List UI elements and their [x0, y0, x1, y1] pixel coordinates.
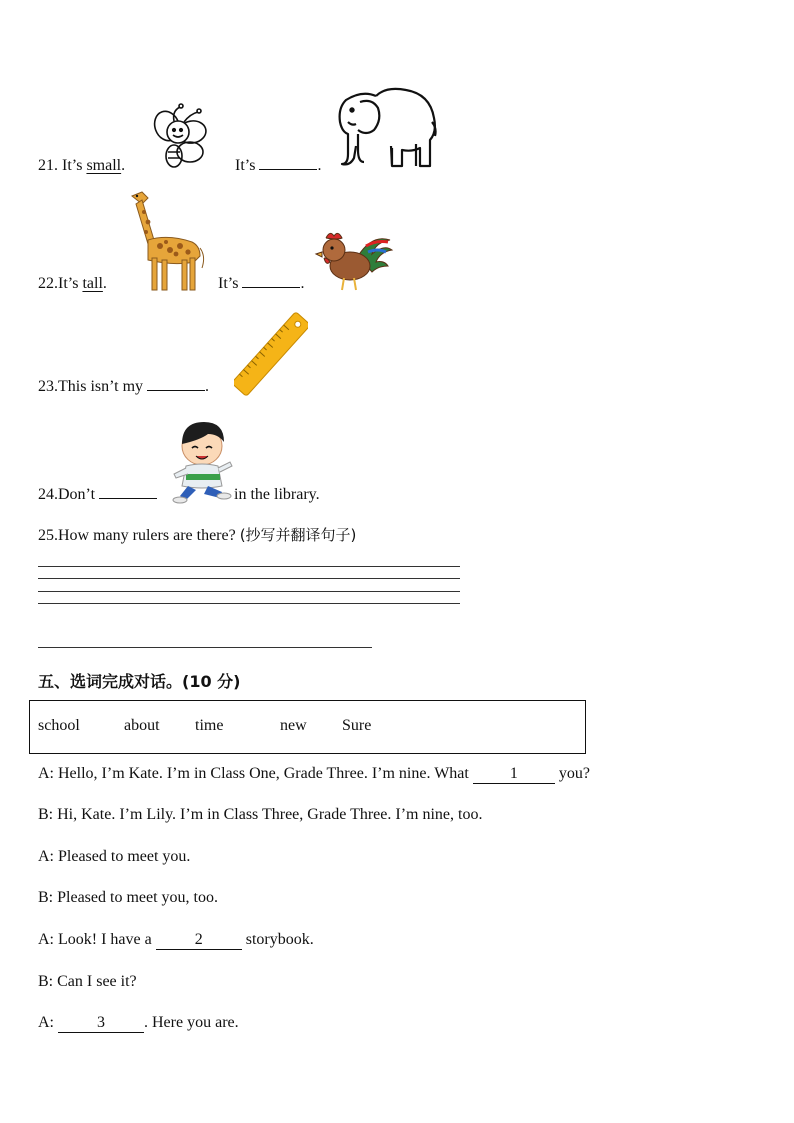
dialogue-line-2: B: Hi, Kate. I’m Lily. I’m in Class Three, Grade Three. I’m nine, too. [38, 806, 483, 823]
bee-image [150, 100, 212, 172]
question-22-answer: It’s . [218, 275, 305, 292]
question-22: 22.It’s tall. [38, 275, 107, 292]
answer-blank-23[interactable] [147, 389, 205, 391]
word-bank-box [29, 700, 586, 754]
dialogue-line-5: A: Look! I have a 2 storybook. [38, 931, 314, 948]
question-24: 24.Don’t [38, 486, 157, 504]
dialogue-line-7: A: 3 . Here you are. [38, 1014, 239, 1031]
dialogue-line-1: A: Hello, I’m Kate. I’m in Class One, Grade Three. I’m nine. What 1 you? [38, 765, 590, 782]
running-boy-image [168, 418, 234, 504]
elephant-image [336, 82, 440, 172]
word-tall: tall [82, 275, 103, 292]
question-25: 25.How many rulers are there? (抄写并翻译句子) [38, 526, 357, 544]
dialogue-line-4: B: Pleased to meet you, too. [38, 889, 218, 906]
question-21-answer: It’s . [235, 157, 322, 174]
word-bank-new: new [280, 717, 307, 734]
writing-line-5[interactable] [38, 647, 372, 648]
question-25-note: (抄写并翻译句子) [239, 526, 357, 544]
section-5-heading: 五、选词完成对话。(10 分) [38, 672, 241, 691]
answer-blank-24[interactable] [99, 497, 157, 499]
writing-line-3[interactable] [38, 591, 460, 592]
rooster-image [314, 228, 394, 292]
dialogue-blank-2[interactable]: 2 [156, 931, 242, 950]
question-24-tail: in the library. [234, 486, 320, 503]
word-bank-sure: Sure [342, 717, 372, 734]
writing-line-1[interactable] [38, 566, 460, 567]
dialogue-line-6: B: Can I see it? [38, 973, 137, 990]
dialogue-line-3: A: Pleased to meet you. [38, 848, 191, 865]
dialogue-blank-1[interactable]: 1 [473, 765, 555, 784]
answer-blank-22[interactable] [242, 286, 300, 288]
question-23: 23.This isn’t my . [38, 378, 210, 395]
word-bank-about: about [124, 717, 160, 734]
word-bank-school: school [38, 717, 80, 734]
question-21: 21. It’s small. [38, 157, 126, 174]
answer-blank-21[interactable] [259, 168, 317, 170]
giraffe-image [124, 188, 206, 292]
writing-line-2[interactable] [38, 578, 460, 579]
writing-line-4[interactable] [38, 603, 460, 604]
word-bank-time: time [195, 717, 224, 734]
dialogue-blank-3[interactable]: 3 [58, 1014, 144, 1033]
word-small: small [86, 157, 122, 174]
ruler-image [234, 312, 308, 396]
